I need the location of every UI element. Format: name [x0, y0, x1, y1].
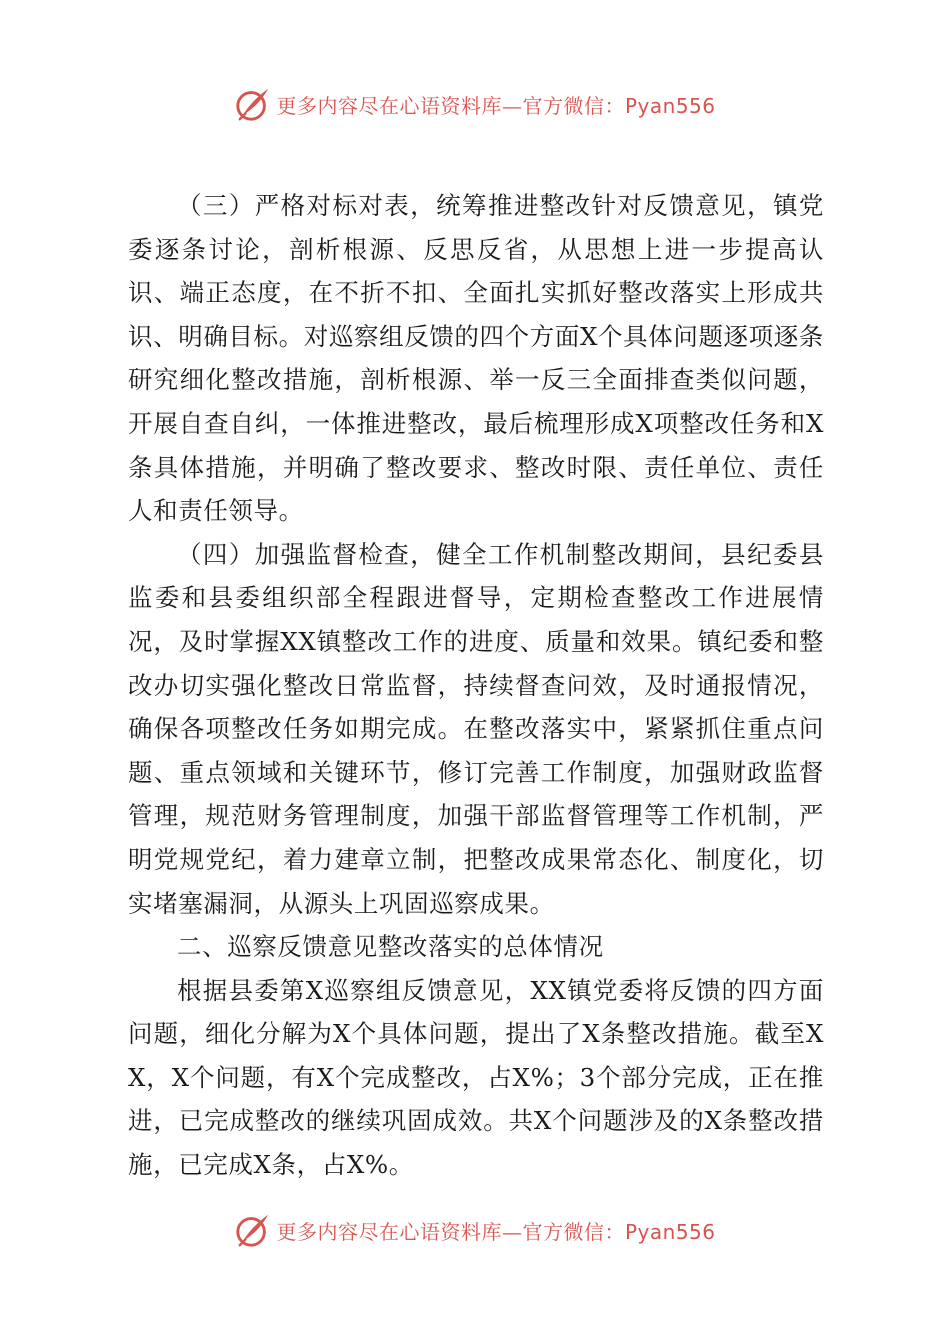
paragraph-overall-situation: 根据县委第X巡察组反馈意见，XX镇党委将反馈的四方面问题，细化分解为X个具体问题，提出了X条整改措施。截至XX，X个问题，有X个完成整改，占X%；3个部分完成，正在推进，已完成整改的继续巩固成效。共X个问题涉及的X条整改措施，已完成X条，占X%。 — [128, 975, 824, 1180]
quill-pen-in-circle-icon — [234, 85, 272, 123]
footer-banner — [0, 1208, 950, 1252]
section-heading: 二、巡察反馈意见整改落实的总体情况 — [177, 932, 604, 962]
paragraph-section-three: （三）严格对标对表，统筹推进整改针对反馈意见，镇党委逐条讨论，剖析根源、反思反省，从思想上进一步提高认识、端正态度，在不折不扣、全面扎实抓好整改落实上形成共识、明确目标。对巡察组反馈的四个方面X个具体问题逐项逐条研究细化整改措施，剖析根源、举一反三全面排查类似问题，开展自查自纠，一体推进整改，最后梳理形成X项整改任务和X条具体措施，并明确了整改要求、整改时限、责任单位、责任人和责任领导。 — [128, 191, 824, 526]
banner-text — [276, 1216, 715, 1245]
wechat-id: Pyan556 — [624, 1219, 716, 1244]
quill-pen-in-circle-icon — [234, 1211, 272, 1249]
banner-text — [276, 90, 715, 119]
wechat-id: Pyan556 — [624, 93, 716, 118]
banner-slogan: 更多内容尽在心语资料库—官方微信： — [276, 93, 625, 118]
banner-slogan: 更多内容尽在心语资料库—官方微信： — [276, 1219, 625, 1244]
document-body — [128, 184, 824, 1187]
header-banner — [0, 82, 950, 126]
paragraph-section-four: （四）加强监督检查，健全工作机制整改期间，县纪委县监委和县委组织部全程跟进督导，定期检查整改工作进展情况，及时掌握XX镇整改工作的进度、质量和效果。镇纪委和整改办切实强化整改日常监督，持续督查问效，及时通报情况，确保各项整改任务如期完成。在整改落实中，紧紧抓住重点问题、重点领域和关键环节，修订完善工作制度，加强财政监督管理，规范财务管理制度，加强干部监督管理等工作机制，严明党规党纪，着力建章立制，把整改成果常态化、制度化，切实堵塞漏洞，从源头上巩固巡察成果。 — [128, 539, 824, 918]
